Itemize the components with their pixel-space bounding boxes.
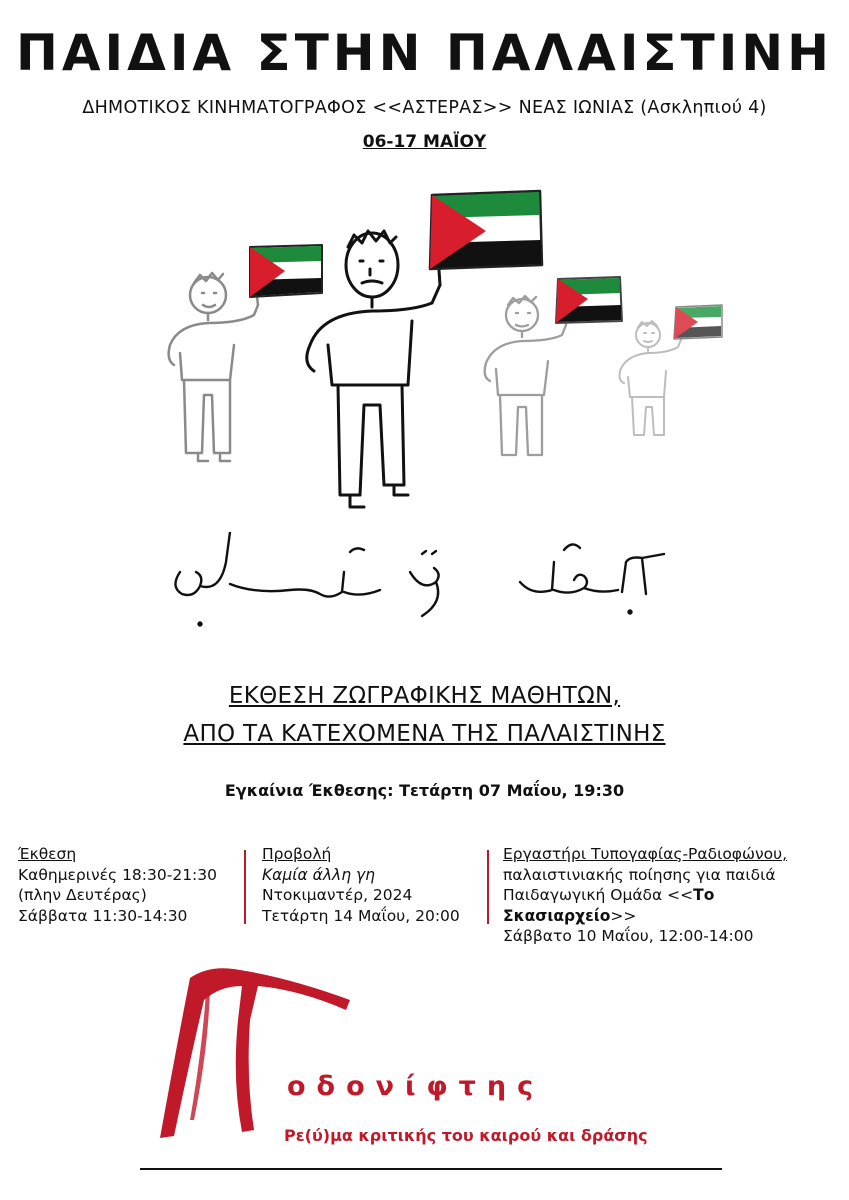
- event-dates-text: 06-17 ΜΑΪΟΥ: [362, 132, 487, 152]
- logo-name: οδονίφτης: [287, 1071, 545, 1102]
- column-line: Σάββατο 10 Μαΐου, 12:00-14:00: [503, 927, 754, 945]
- child-figure-left: [169, 255, 258, 461]
- column-line: Ντοκιμαντέρ, 2024: [262, 886, 413, 904]
- logo-tagline: Ρε(ύ)μα κριτικής του καιρού και δράσης: [284, 1126, 648, 1145]
- flag-large-center: [430, 191, 542, 269]
- info-column-screening: [262, 844, 487, 926]
- flag-small-right: [556, 277, 622, 323]
- event-dates: [0, 132, 849, 152]
- column-heading: Εργαστήρι Τυπογαφίας-Ραδιοφώνου,: [503, 845, 788, 863]
- film-title: Καμία άλλη γη: [262, 865, 375, 884]
- column-line: (πλην Δευτέρας): [18, 886, 147, 904]
- info-column-workshop: [503, 844, 843, 947]
- flag-small-left: [250, 245, 322, 297]
- column-divider: [487, 850, 489, 924]
- organizer-prefix: Παιδαγωγική Ομάδα <<: [503, 886, 694, 904]
- logo-pi-mark: [150, 960, 350, 1150]
- column-line: Σάββατα 11:30-14:30: [18, 906, 188, 925]
- children-with-flags-illustration: [150, 185, 730, 525]
- child-figure-right: [485, 285, 566, 455]
- bottom-rule: [140, 1168, 722, 1170]
- opening-info: Εγκαίνια Έκθεσης: Τετάρτη 07 Μαΐου, 19:30: [224, 781, 625, 800]
- column-line-organizer: [503, 885, 843, 926]
- flag-tiny-far-right: [674, 305, 722, 339]
- column-divider: [244, 850, 246, 924]
- exhibition-heading-line2: ΑΠΟ ΤΑ ΚΑΤΕΧΟΜΕΝΑ ΤΗΣ ΠΑΛΑΙΣΤΙΝΗΣ: [183, 721, 666, 747]
- column-line: παλαιστινιακής ποίησης για παιδιά: [503, 865, 776, 884]
- child-figure-center: [307, 225, 440, 507]
- poster-title: ΠΑΙΔΙΑ ΣΤΗΝ ΠΑΛΑΙΣΤΙΝΗ: [15, 24, 833, 82]
- column-heading: Προβολή: [262, 845, 332, 863]
- child-figure-far-right: [620, 309, 683, 435]
- exhibition-heading: [0, 677, 849, 753]
- column-line: Καθημερινές 18:30-21:30: [18, 865, 218, 884]
- column-heading: Έκθεση: [18, 845, 77, 863]
- organizer-suffix: >>: [610, 906, 637, 925]
- arabic-handwriting-image: [160, 532, 700, 642]
- exhibition-heading-line1: ΕΚΘΕΣΗ ΖΩΓΡΑΦΙΚΗΣ ΜΑΘΗΤΩΝ,: [228, 683, 621, 709]
- info-column-exhibition: [18, 844, 243, 926]
- venue-subtitle: ΔΗΜΟΤΙΚΟΣ ΚΙΝΗΜΑΤΟΓΡΑΦΟΣ <<ΑΣΤΕΡΑΣ>> ΝΕΑΣ ΙΩΝΙΑΣ (Ασκληπιού 4): [82, 98, 767, 118]
- column-line: Τετάρτη 14 Μαΐου, 20:00: [262, 906, 460, 925]
- organizer-name: Το Σκασιαρχείο: [503, 886, 715, 925]
